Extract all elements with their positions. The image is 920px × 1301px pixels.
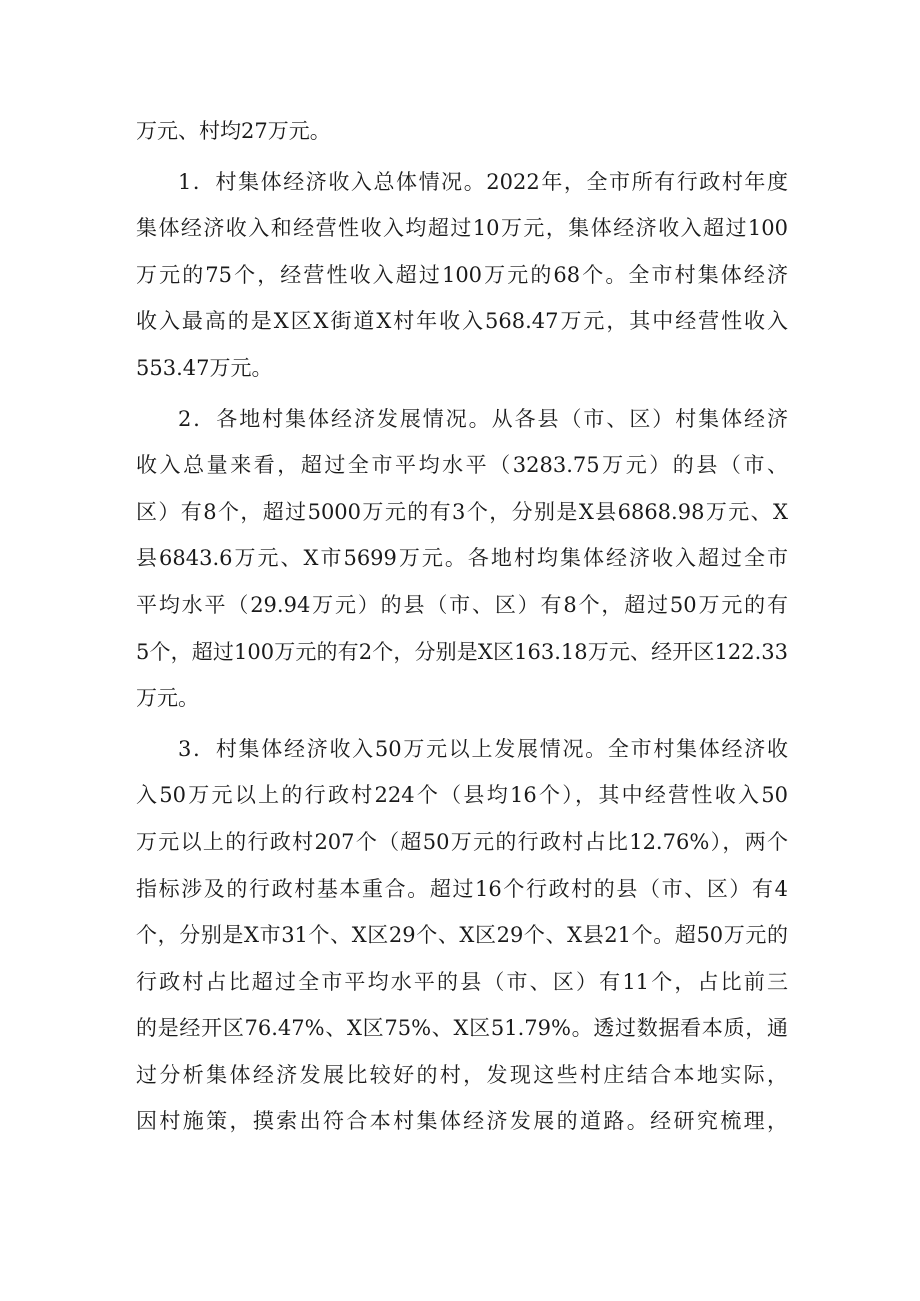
text-line: 平均水平（29.94万元）的县（市、区）有8个，超过50万元的有 bbox=[136, 592, 788, 617]
paragraph-overall-income bbox=[136, 159, 788, 392]
text-line: 个，分别是X市31个、X区29个、X区29个、X县21个。超50万元的 bbox=[136, 923, 788, 948]
document-body bbox=[136, 108, 788, 1145]
paragraph-above-50w bbox=[136, 726, 788, 1145]
text-line: 行政村占比超过全市平均水平的县（市、区）有11个，占比前三 bbox=[136, 969, 788, 994]
text-line: 万元。 bbox=[136, 686, 199, 711]
text-line: 2．各地村集体经济发展情况。从各县（市、区）村集体经济 bbox=[178, 406, 788, 431]
text-line: 入50万元以上的行政村224个（县均16个），其中经营性收入50 bbox=[136, 783, 788, 808]
paragraph-regional-development bbox=[136, 396, 788, 722]
text-line: 553.47万元。 bbox=[136, 355, 273, 380]
text-line: 收入最高的是X区X街道X村年收入568.47万元，其中经营性收入 bbox=[136, 309, 788, 334]
text-line: 县6843.6万元、X市5699万元。各地村均集体经济收入超过全市 bbox=[136, 546, 788, 571]
text-line: 万元以上的行政村207个（超50万元的行政村占比12.76%），两个 bbox=[136, 829, 788, 854]
text-line: 收入总量来看，超过全市平均水平（3283.75万元）的县（市、 bbox=[136, 453, 788, 478]
text-line: 5个，超过100万元的有2个，分别是X区163.18万元、经开区122.33 bbox=[136, 639, 788, 664]
text-line: 万元的75个，经营性收入超过100万元的68个。全市村集体经济 bbox=[136, 262, 788, 287]
text-line: 集体经济收入和经营性收入均超过10万元，集体经济收入超过100 bbox=[136, 216, 788, 241]
text-line: 万元、村均27万元。 bbox=[136, 119, 331, 143]
text-line: 1．村集体经济收入总体情况。2022年，全市所有行政村年度 bbox=[178, 169, 788, 194]
paragraph-continuation bbox=[136, 108, 788, 155]
text-line: 3．村集体经济收入50万元以上发展情况。全市村集体经济收 bbox=[178, 736, 788, 761]
text-line: 过分析集体经济发展比较好的村，发现这些村庄结合本地实际， bbox=[136, 1062, 788, 1087]
text-line: 因村施策，摸索出符合本村集体经济发展的道路。经研究梳理， bbox=[136, 1109, 788, 1134]
text-line: 指标涉及的行政村基本重合。超过16个行政村的县（市、区）有4 bbox=[136, 876, 788, 901]
text-line: 的是经开区76.47%、X区75%、X区51.79%。透过数据看本质，通 bbox=[136, 1016, 788, 1041]
text-line: 区）有8个，超过5000万元的有3个，分别是X县6868.98万元、X bbox=[136, 499, 788, 524]
